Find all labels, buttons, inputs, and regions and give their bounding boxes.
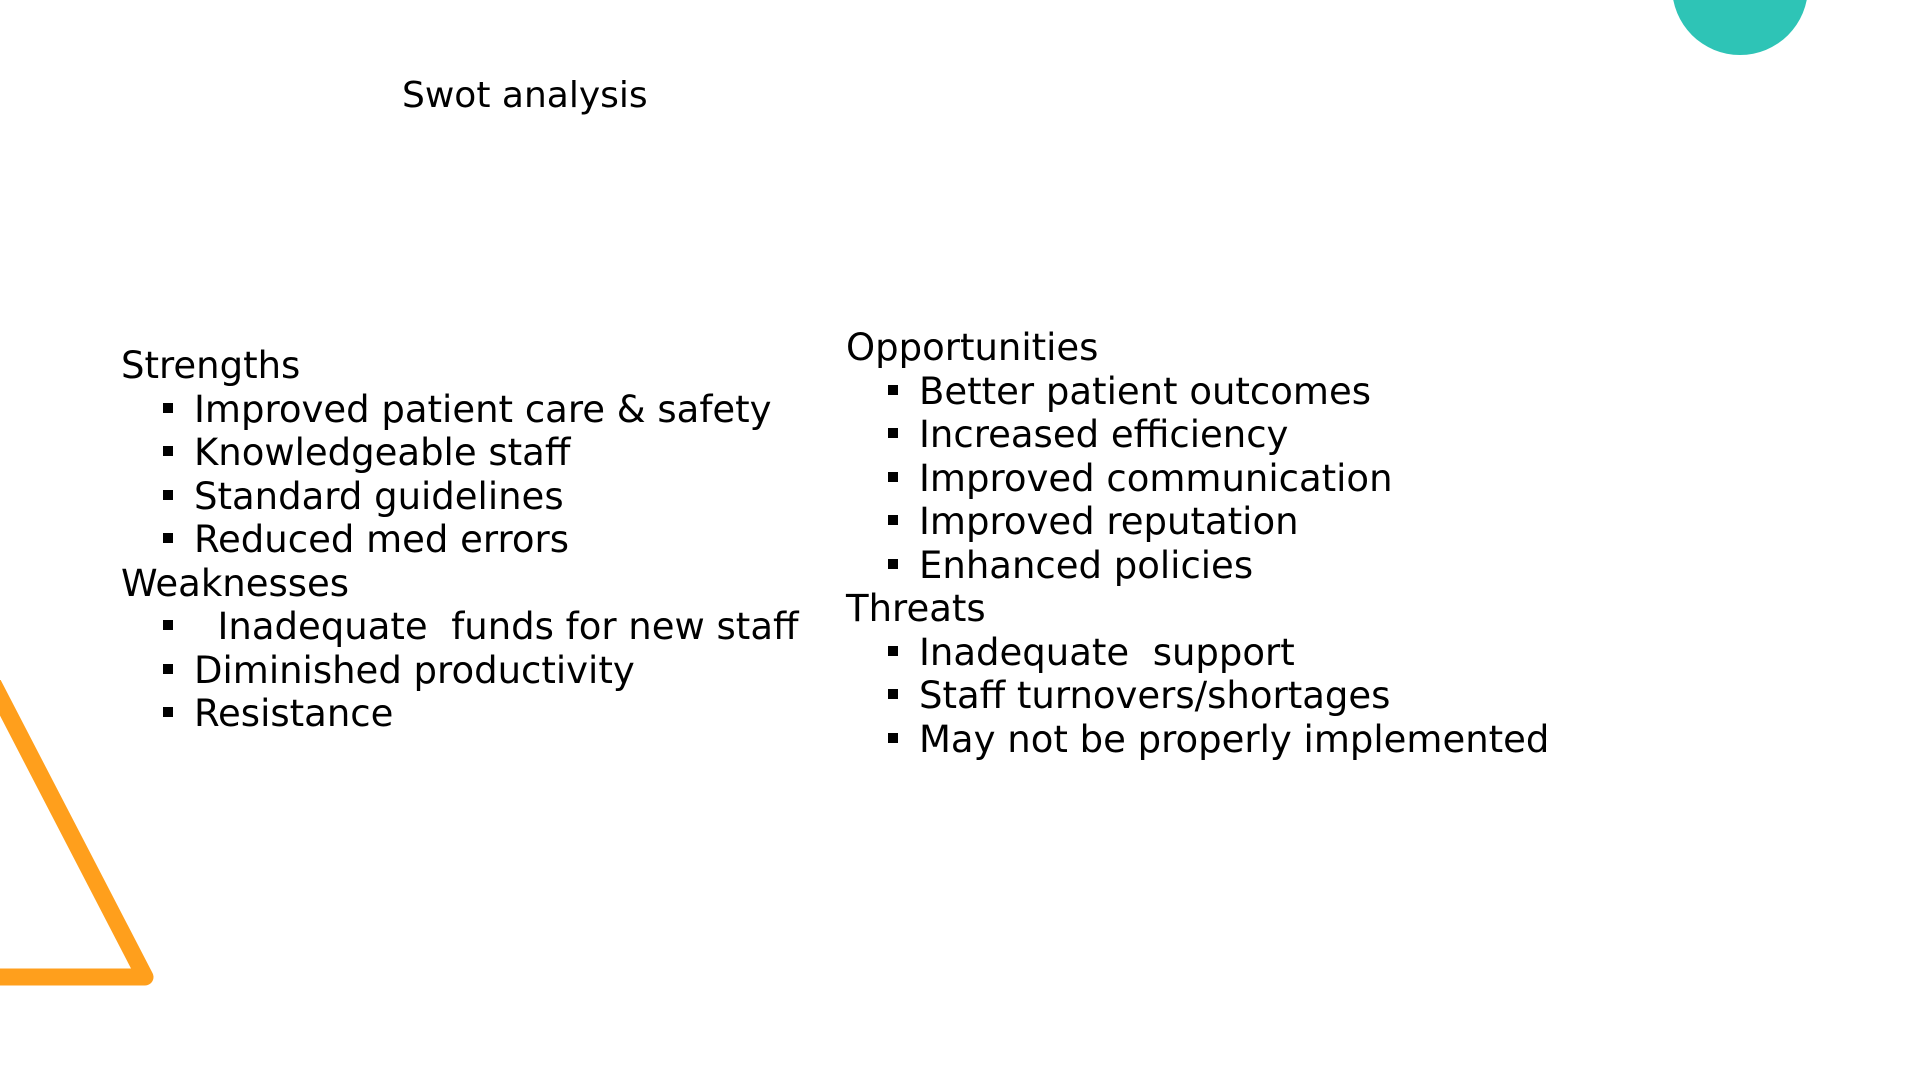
square-bullet-icon: [163, 533, 173, 543]
list-item: [846, 544, 1549, 588]
list-item-text: Reduced med errors: [194, 518, 570, 561]
square-bullet-icon: [888, 646, 898, 656]
square-bullet-icon: [163, 707, 173, 717]
list-item: [846, 457, 1549, 501]
slide-title: Swot analysis: [402, 75, 648, 116]
list-item-text: Staff turnovers/shortages: [919, 674, 1391, 717]
square-bullet-icon: [888, 385, 898, 395]
square-bullet-icon: [163, 490, 173, 500]
opportunities-list: [846, 370, 1549, 588]
list-item: [846, 718, 1549, 762]
square-bullet-icon: [888, 559, 898, 569]
list-item-text: May not be properly implemented: [919, 717, 1550, 761]
square-bullet-icon: [163, 446, 173, 456]
list-item: [846, 413, 1549, 457]
left-column: [121, 344, 798, 736]
square-bullet-icon: [888, 515, 898, 525]
square-bullet-icon: [888, 733, 898, 743]
list-item-text: Better patient outcomes: [919, 369, 1371, 413]
list-item-text: Diminished productivity: [194, 648, 635, 692]
list-item: [121, 649, 798, 693]
list-item-text: Enhanced policies: [919, 543, 1254, 587]
square-bullet-icon: [888, 689, 898, 699]
strengths-heading: Strengths: [121, 344, 301, 387]
opportunities-heading: Opportunities: [846, 326, 1099, 369]
list-item: [121, 431, 798, 475]
list-item-text: Standard guidelines: [194, 474, 564, 518]
list-item-text: Improved reputation: [919, 500, 1299, 543]
weaknesses-heading: Weaknesses: [121, 561, 350, 605]
list-item: [121, 388, 798, 432]
list-item-text: Inadequate support: [919, 630, 1295, 674]
list-item: [121, 518, 798, 562]
strengths-list: [121, 388, 798, 562]
square-bullet-icon: [888, 472, 898, 482]
list-item-text: Inadequate funds for new staff: [194, 605, 799, 648]
list-item-text: Increased efficiency: [919, 413, 1289, 456]
list-item: [846, 674, 1549, 718]
threats-heading: Threats: [846, 587, 986, 630]
teal-circle-icon: [1672, 0, 1808, 55]
square-bullet-icon: [888, 428, 898, 438]
square-bullet-icon: [163, 403, 173, 413]
list-item-text: Resistance: [194, 692, 394, 735]
list-item: [121, 605, 798, 649]
threats-list: [846, 631, 1549, 762]
square-bullet-icon: [163, 620, 173, 630]
list-item-text: Improved communication: [919, 456, 1393, 500]
list-item: [846, 370, 1549, 414]
list-item: [121, 475, 798, 519]
list-item: [121, 692, 798, 736]
square-bullet-icon: [163, 664, 173, 674]
list-item-text: Knowledgeable staff: [194, 431, 571, 474]
right-column: [846, 326, 1549, 761]
list-item: [846, 631, 1549, 675]
list-item-text: Improved patient care & safety: [194, 387, 772, 431]
weaknesses-list: [121, 605, 798, 736]
list-item: [846, 500, 1549, 544]
